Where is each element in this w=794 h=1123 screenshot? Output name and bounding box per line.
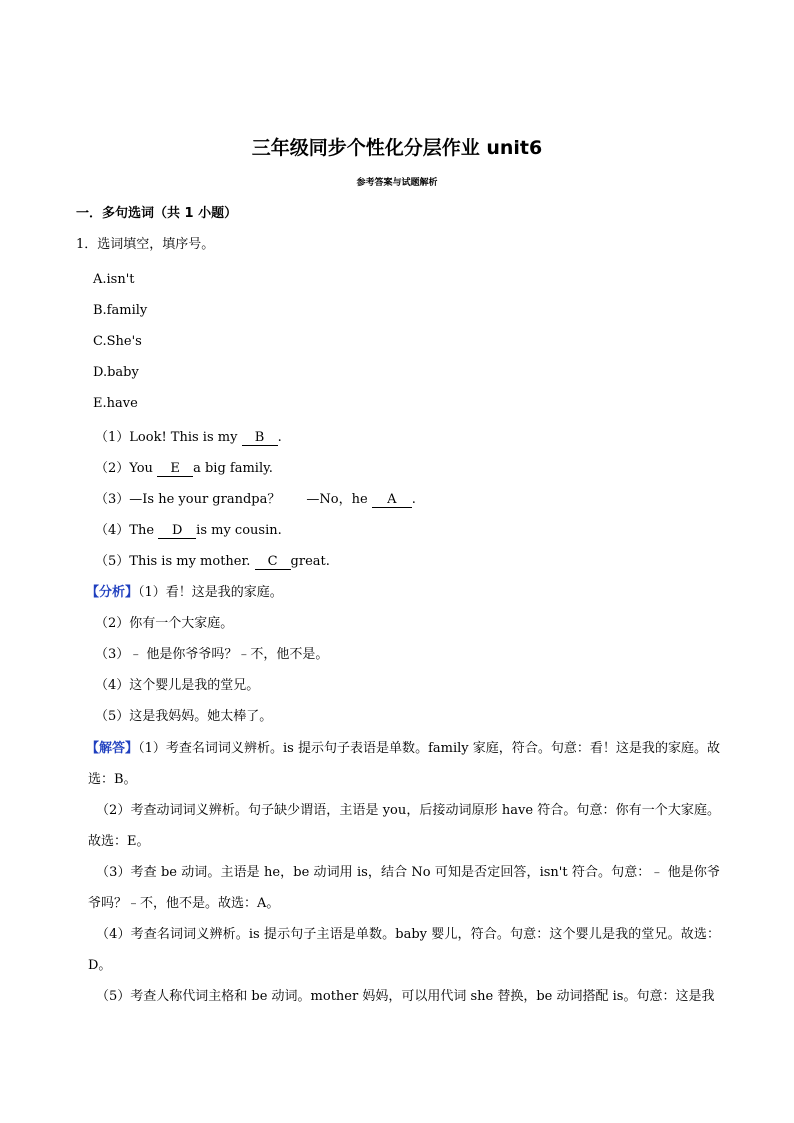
document-subtitle: 参考答案与试题解析 [356, 178, 438, 188]
answer-blank: D [158, 524, 196, 539]
item-2 [95, 460, 273, 478]
item-text-before: The [129, 523, 159, 538]
item-5 [95, 553, 330, 571]
item-text-before: You [129, 461, 158, 476]
item-text-before: —Is he your grandpa？ [129, 492, 281, 507]
analysis-line-4: （4）这个婴儿是我的堂兄。 [95, 678, 260, 693]
solution-paragraph-3: （3）考查 be 动词。主语是 he，be 动词用 is，结合 No 可知是否定回答，isn't 符合。句意：﹣ 他是你爷爷吗？﹣不，他不是。故选：A。 [88, 865, 720, 911]
analysis-line-3: （3）﹣ 他是你爷爷吗？﹣不，他不是。 [95, 647, 329, 662]
analysis-text: （1）看！这是我的家庭。 [138, 585, 283, 600]
item-text-mid: —No，he [306, 492, 372, 507]
item-number: （2） [95, 461, 130, 476]
answer-blank: E [157, 462, 193, 477]
option-a: A.isn't [93, 272, 135, 287]
item-text-after: . [277, 430, 282, 445]
option-e: E.have [93, 396, 138, 411]
solution-paragraph-2: （2）考查动词词义辨析。句子缺少谓语，主语是 you，后接动词原形 have 符合。句意：你有一个大家庭。故选：E。 [88, 803, 720, 849]
item-4 [95, 522, 282, 540]
answer-blank: A [372, 493, 412, 508]
item-number: （4） [95, 523, 130, 538]
question-number: 1． [76, 237, 98, 252]
solution-paragraph-1 [88, 733, 720, 795]
option-d: D.baby [93, 365, 139, 380]
analysis-line-1 [86, 584, 283, 602]
item-3 [95, 491, 416, 509]
answer-blank: C [255, 555, 291, 570]
item-text-after: . [411, 492, 416, 507]
item-number: （5） [95, 554, 130, 569]
option-c: C.She's [93, 334, 142, 349]
solution-tag: 【解答】 [86, 741, 139, 756]
item-text-before: This is my mother. [129, 554, 255, 569]
solution-paragraph-5: （5）考查人称代词主格和 be 动词。mother 妈妈，可以用代词 she 替换，be 动词搭配 is。句意：这是我 [96, 989, 715, 1004]
item-text-after: great. [290, 554, 330, 569]
section-heading: 一．多句选词（共 1 小题） [76, 206, 238, 221]
item-number: （3） [95, 492, 130, 507]
solution-paragraph-4: （4）考查名词词义辨析。is 提示句子主语是单数。baby 婴儿，符合。句意：这个婴儿是我的堂兄。故选：D。 [88, 927, 720, 973]
answer-blank: B [242, 431, 278, 446]
analysis-line-5: （5）这是我妈妈。她太棒了。 [95, 709, 273, 724]
analysis-tag: 【分析】 [86, 585, 139, 600]
item-text-after: a big family. [193, 461, 273, 476]
question-prompt [76, 236, 214, 254]
item-number: （1） [95, 430, 130, 445]
item-text-after: is my cousin. [196, 523, 282, 538]
analysis-line-2: （2）你有一个大家庭。 [95, 616, 234, 631]
item-1 [95, 429, 282, 447]
item-text-before: Look! This is my [129, 430, 242, 445]
question-prompt-text: 选词填空，填序号。 [97, 237, 215, 252]
document-title: 三年级同步个性化分层作业 unit6 [251, 137, 543, 159]
option-b: B.family [93, 303, 148, 318]
solution-text: （1）考查名词词义辨析。is 提示句子表语是单数。family 家庭，符合。句意：看！这是我的家庭。故选：B。 [88, 741, 720, 787]
